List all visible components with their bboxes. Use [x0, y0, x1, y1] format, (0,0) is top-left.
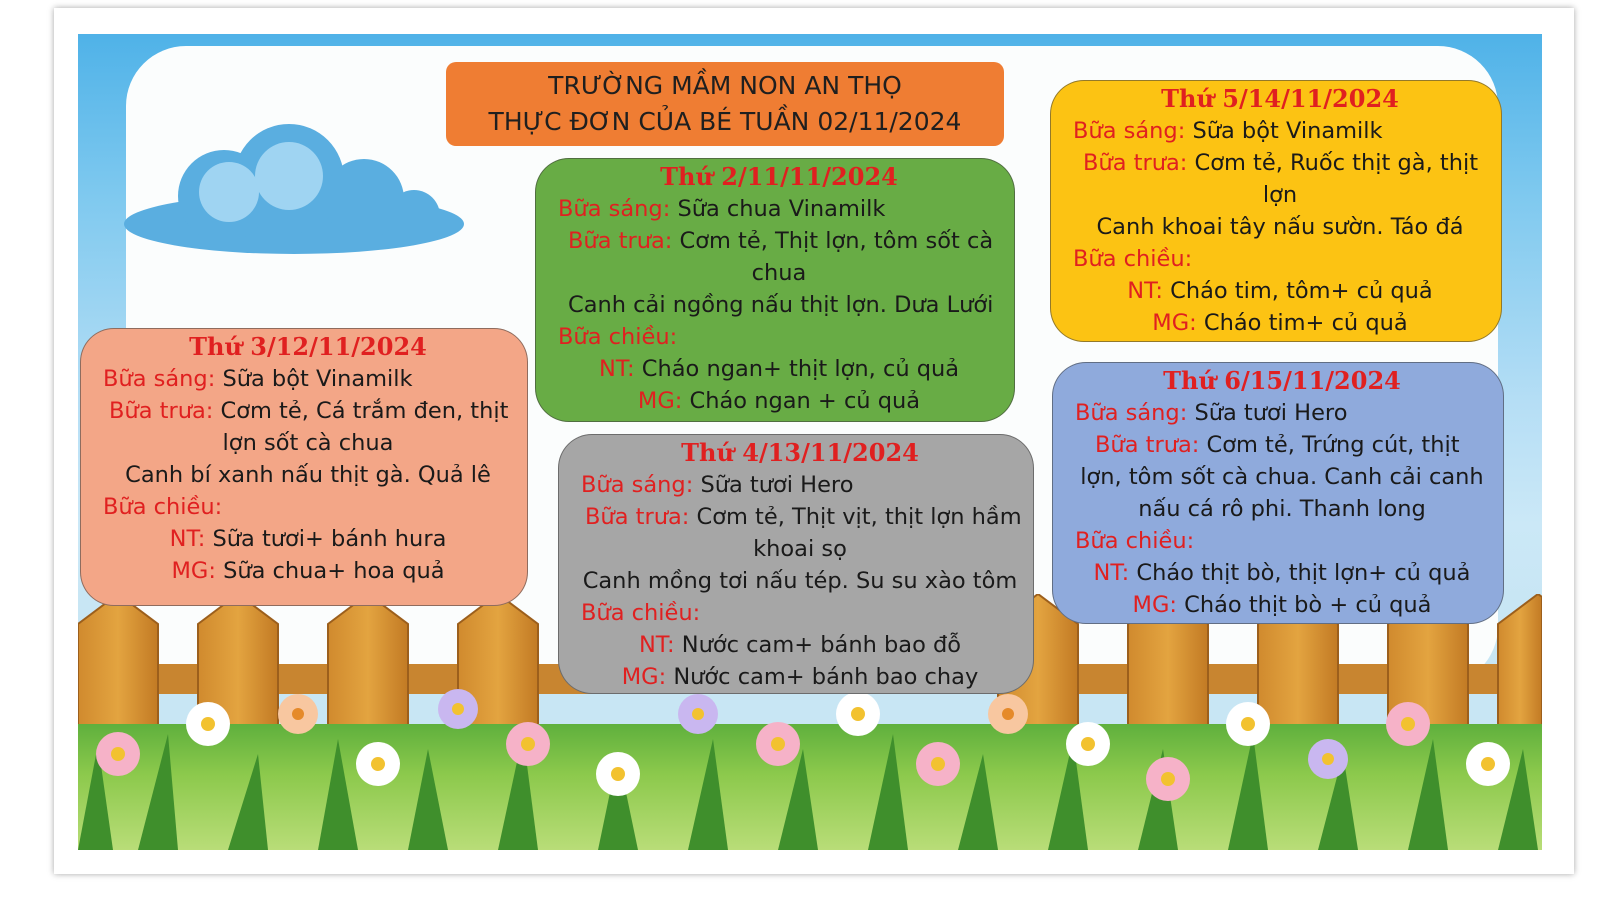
lunch-soup: Canh khoai tây nấu sườn. Táo đá: [1096, 214, 1464, 240]
day-card-thursday: [1050, 80, 1502, 342]
day-title: Thứ 6/15/11/2024: [1163, 366, 1401, 395]
mg-text: Cháo thịt bò + củ quả: [1184, 592, 1432, 618]
mg-label: MG:: [171, 558, 216, 584]
nt-label: NT:: [1127, 278, 1163, 304]
nt-text: Cháo ngan+ thịt lợn, củ quả: [641, 356, 960, 382]
nt-label: NT:: [598, 356, 635, 382]
lunch-text-cont: lợn sốt cà chua: [222, 430, 394, 456]
lunch-label: Bữa trưa:: [568, 228, 673, 254]
mg-label: MG:: [1152, 310, 1197, 336]
breakfast-label: Bữa sáng:: [558, 196, 671, 222]
nt-text: Cháo tim, tôm+ củ quả: [1170, 278, 1433, 304]
day-card-tuesday: [80, 328, 528, 606]
lunch-text: Cơm tẻ, Thịt lợn, tôm sốt cà: [679, 228, 994, 254]
lunch-soup: Canh cải ngồng nấu thịt lợn. Dưa Lưới: [568, 292, 994, 318]
breakfast-text: Sữa tươi Hero: [1194, 400, 1348, 426]
mg-text: Cháo ngan + củ quả: [689, 388, 921, 414]
mg-label: MG:: [1132, 592, 1177, 618]
mg-text: Cháo tim+ củ quả: [1203, 310, 1408, 336]
breakfast-label: Bữa sáng:: [1075, 400, 1188, 426]
cloud-illustration: [114, 124, 474, 264]
lunch-text-cont: lợn: [1262, 182, 1298, 208]
breakfast-label: Bữa sáng:: [581, 472, 694, 498]
day-title: Thứ 5/14/11/2024: [1161, 84, 1399, 113]
mg-label: MG:: [621, 664, 667, 690]
nt-text: Nước cam+ bánh bao đỗ: [681, 632, 962, 658]
mg-text: Sữa chua+ hoa quả: [223, 558, 445, 584]
mg-text: Nước cam+ bánh bao chay: [673, 664, 979, 690]
day-card-wednesday: [558, 434, 1034, 694]
afternoon-label: Bữa chiều:: [103, 494, 223, 520]
lunch-text: Cơm tẻ, Trứng cút, thịt: [1206, 432, 1460, 458]
day-title: Thứ 4/13/11/2024: [681, 438, 919, 467]
lunch-soup: Canh mồng tơi nấu tép. Su su xào tôm: [582, 568, 1018, 594]
lunch-text: Cơm tẻ, Cá trắm đen, thịt: [220, 398, 509, 424]
nt-label: NT:: [1093, 560, 1130, 586]
breakfast-text: Sữa chua Vinamilk: [677, 196, 886, 222]
lunch-text-cont: khoai sọ: [753, 536, 847, 562]
flowers-illustration: [78, 684, 1542, 850]
breakfast-text: Sữa tươi Hero: [700, 472, 854, 498]
school-name: TRƯỜNG MẦM NON AN THỌ: [548, 71, 902, 100]
nt-text: Cháo thịt bò, thịt lợn+ củ quả: [1136, 560, 1471, 586]
lunch-soup: nấu cá rô phi. Thanh long: [1138, 496, 1426, 522]
lunch-text: Cơm tẻ, Ruốc thịt gà, thịt: [1194, 150, 1479, 176]
nt-label: NT:: [638, 632, 675, 658]
menu-subtitle: THỰC ĐƠN CỦA BÉ TUẦN 02/11/2024: [488, 107, 962, 136]
afternoon-label: Bữa chiều:: [1075, 528, 1195, 554]
afternoon-label: Bữa chiều:: [558, 324, 678, 350]
nt-text: Sữa tươi+ bánh hura: [212, 526, 447, 552]
lunch-text-cont: chua: [751, 260, 807, 286]
lunch-label: Bữa trưa:: [585, 504, 690, 530]
breakfast-label: Bữa sáng:: [103, 366, 216, 392]
breakfast-text: Sữa bột Vinamilk: [222, 366, 413, 392]
nt-label: NT:: [169, 526, 206, 552]
mg-label: MG:: [637, 388, 683, 414]
lunch-label: Bữa trưa:: [109, 398, 214, 424]
day-title: Thứ 3/12/11/2024: [189, 332, 427, 361]
day-card-friday: [1052, 362, 1504, 624]
lunch-label: Bữa trưa:: [1083, 150, 1188, 176]
lunch-soup: Canh bí xanh nấu thịt gà. Quả lê: [125, 462, 491, 488]
lunch-text: Cơm tẻ, Thịt vịt, thịt lợn hầm: [696, 504, 1022, 530]
afternoon-label: Bữa chiều:: [581, 600, 701, 626]
breakfast-label: Bữa sáng:: [1073, 118, 1186, 144]
day-card-monday: [535, 158, 1015, 422]
lunch-text-cont: lợn, tôm sốt cà chua. Canh cải canh: [1080, 464, 1484, 490]
afternoon-label: Bữa chiều:: [1073, 246, 1193, 272]
menu-title-banner: [446, 62, 1004, 146]
breakfast-text: Sữa bột Vinamilk: [1192, 118, 1383, 144]
day-title: Thứ 2/11/11/2024: [660, 162, 898, 191]
lunch-label: Bữa trưa:: [1095, 432, 1200, 458]
